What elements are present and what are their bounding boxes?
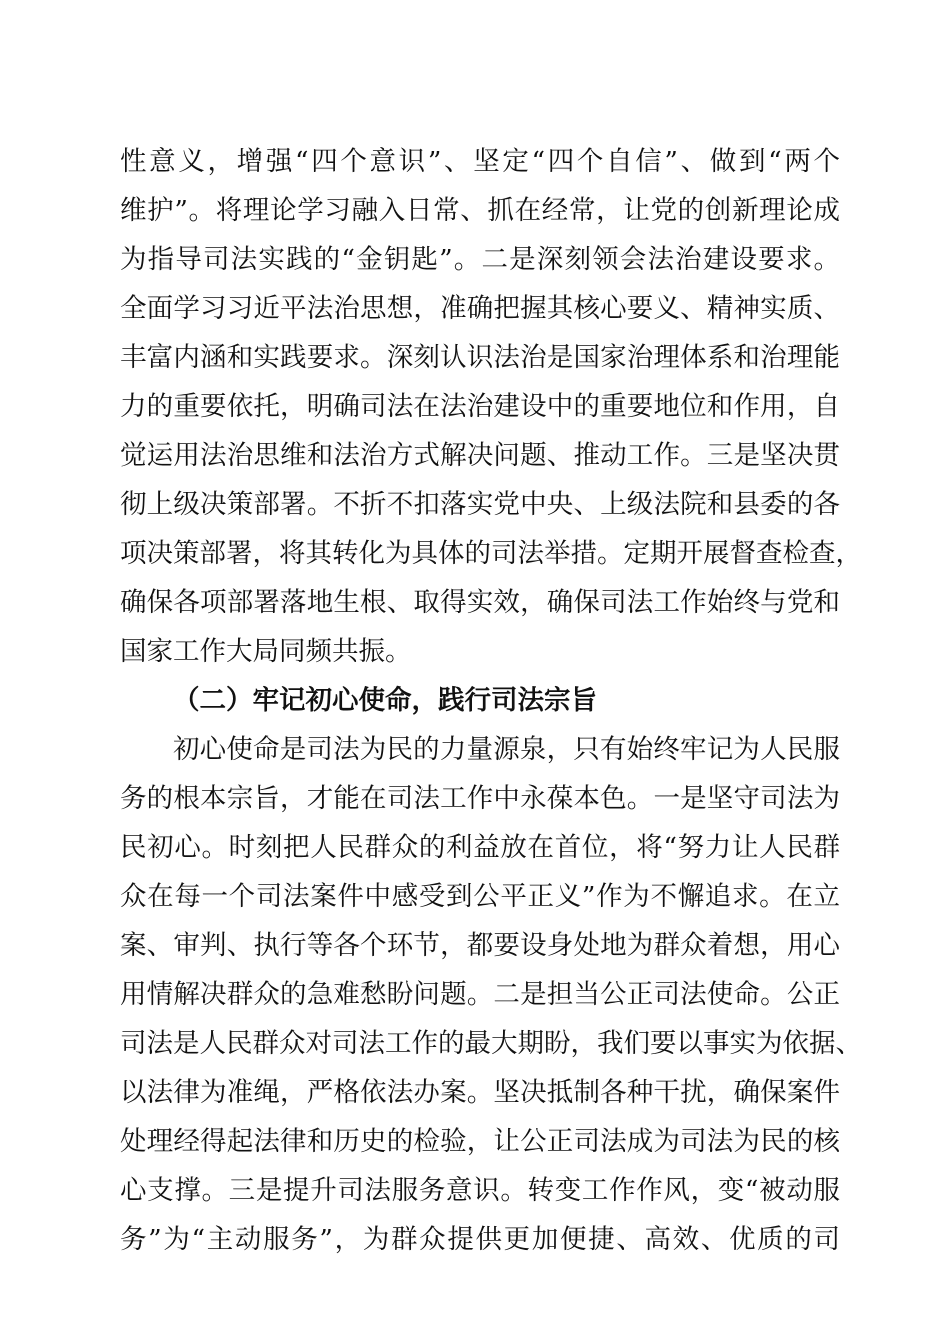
section-heading: （二）牢记初心使命，践行司法宗旨 [173,685,597,716]
paragraph-line: 项决策部署，将其转化为具体的司法举措。定期开展督查检查， [120,538,862,569]
paragraph-line: 全面学习习近平法治思想，准确把握其核心要义、精神实质、 [120,293,840,324]
paragraph-line: 司法是人民群众对司法工作的最大期盼，我们要以事实为依据、 [120,1028,862,1059]
paragraph-line: 务”为“主动服务”，为群众提供更加便捷、高效、优质的司 [120,1224,840,1255]
paragraph-line: 处理经得起法律和历史的检验，让公正司法成为司法为民的核 [120,1126,840,1157]
paragraph-line: 确保各项部署落地生根、取得实效，确保司法工作始终与党和 [120,587,840,618]
paragraph-line: 国家工作大局同频共振。 [120,636,412,667]
paragraph-line: 以法律为准绳，严格依法办案。坚决抵制各种干扰，确保案件 [120,1077,840,1108]
paragraph-line: 心支撑。三是提升司法服务意识。转变工作作风，变“被动服 [120,1175,840,1206]
paragraph-line: 彻上级决策部署。不折不扣落实党中央、上级法院和县委的各 [120,489,840,520]
paragraph-line: 维护”。将理论学习融入日常、抓在经常，让党的创新理论成 [120,195,840,226]
paragraph-line: 案、审判、执行等各个环节，都要设身处地为群众着想，用心 [120,930,840,961]
paragraph-line: 众在每一个司法案件中感受到公平正义”作为不懈追求。在立 [120,881,840,912]
paragraph-line: 性意义，增强“四个意识”、坚定“四个自信”、做到“两个 [120,146,840,177]
paragraph-line: 觉运用法治思维和法治方式解决问题、推动工作。三是坚决贯 [120,440,840,471]
paragraph-line: 民初心。时刻把人民群众的利益放在首位，将“努力让人民群 [120,832,840,863]
paragraph-line: 用情解决群众的急难愁盼问题。二是担当公正司法使命。公正 [120,979,840,1010]
paragraph-line: 力的重要依托，明确司法在法治建设中的重要地位和作用，自 [120,391,840,422]
paragraph-line: 为指导司法实践的“金钥匙”。二是深刻领会法治建设要求。 [120,244,840,275]
paragraph-line: 务的根本宗旨，才能在司法工作中永葆本色。一是坚守司法为 [120,783,840,814]
paragraph-line: 丰富内涵和实践要求。深刻认识法治是国家治理体系和治理能 [120,342,840,373]
paragraph-line: 初心使命是司法为民的力量源泉，只有始终牢记为人民服 [173,734,840,765]
